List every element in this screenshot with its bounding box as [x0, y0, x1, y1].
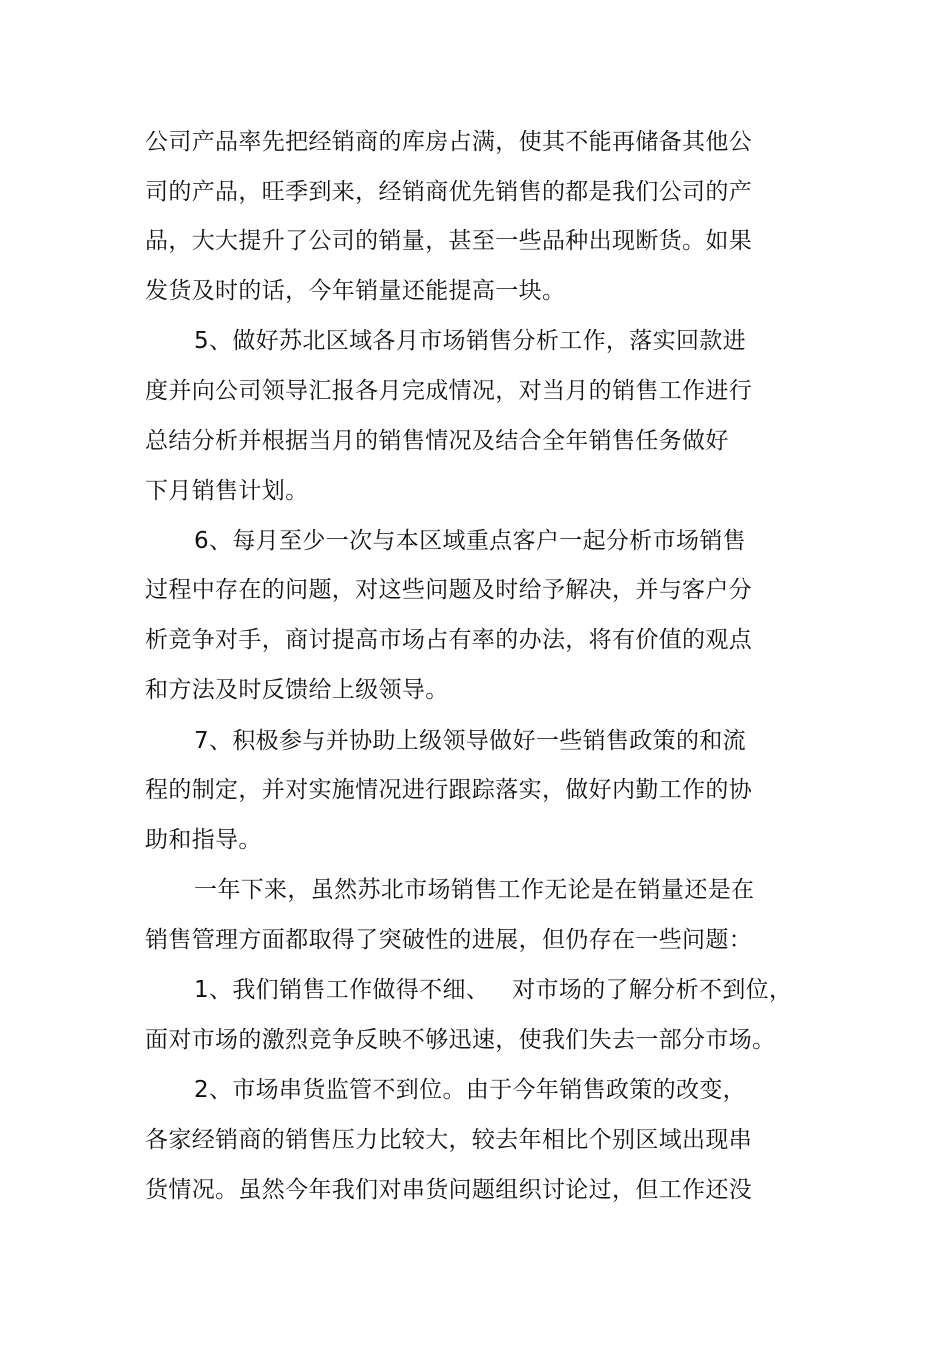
- text-line: 总结分析并根据当月的销售情况及结合全年销售任务做好: [145, 428, 729, 454]
- text-line: 发货及时的话，今年销量还能提高一块。: [145, 278, 566, 304]
- text-line: 5、做好苏北区域各月市场销售分析工作，落实回款进: [194, 328, 747, 354]
- text-line: 6、每月至少一次与本区域重点客户一起分析市场销售: [194, 528, 747, 554]
- text-line: 程的制定，并对实施情况进行跟踪落实，做好内勤工作的协: [145, 777, 753, 803]
- text-line: 销售管理方面都取得了突破性的进展，但仍存在一些问题：: [145, 927, 753, 953]
- text-line: 公司产品率先把经销商的库房占满，使其不能再储备其他公: [145, 129, 753, 155]
- text-line: 品，大大提升了公司的销量，甚至一些品种出现断货。如果: [145, 228, 753, 254]
- text-line: 一年下来，虽然苏北市场销售工作无论是在销量还是在: [194, 877, 755, 903]
- text-line: 7、积极参与并协助上级领导做好一些销售政策的和流: [194, 728, 747, 754]
- text-line: 下月销售计划。: [145, 478, 309, 504]
- text-line: 面对市场的激烈竞争反映不够迅速，使我们失去一部分市场。: [145, 1027, 776, 1053]
- text-line: 过程中存在的问题，对这些问题及时给予解决，并与客户分: [145, 577, 753, 603]
- text-line: 1、我们销售工作做得不细、 对市场的了解分析不到位，: [194, 977, 793, 1003]
- text-line: 各家经销商的销售压力比较大，较去年相比个别区域出现串: [145, 1127, 753, 1153]
- text-line: 和方法及时反馈给上级领导。: [145, 677, 449, 703]
- text-line: 2、市场串货监管不到位。由于今年销售政策的改变，: [194, 1077, 747, 1103]
- text-line: 货情况。虽然今年我们对串货问题组织讨论过，但工作还没: [145, 1177, 753, 1203]
- text-line: 析竞争对手，商讨提高市场占有率的办法，将有价值的观点: [145, 627, 753, 653]
- text-line: 度并向公司领导汇报各月完成情况，对当月的销售工作进行: [145, 378, 753, 404]
- text-line: 助和指导。: [145, 827, 262, 853]
- text-line: 司的产品，旺季到来，经销商优先销售的都是我们公司的产: [145, 179, 753, 205]
